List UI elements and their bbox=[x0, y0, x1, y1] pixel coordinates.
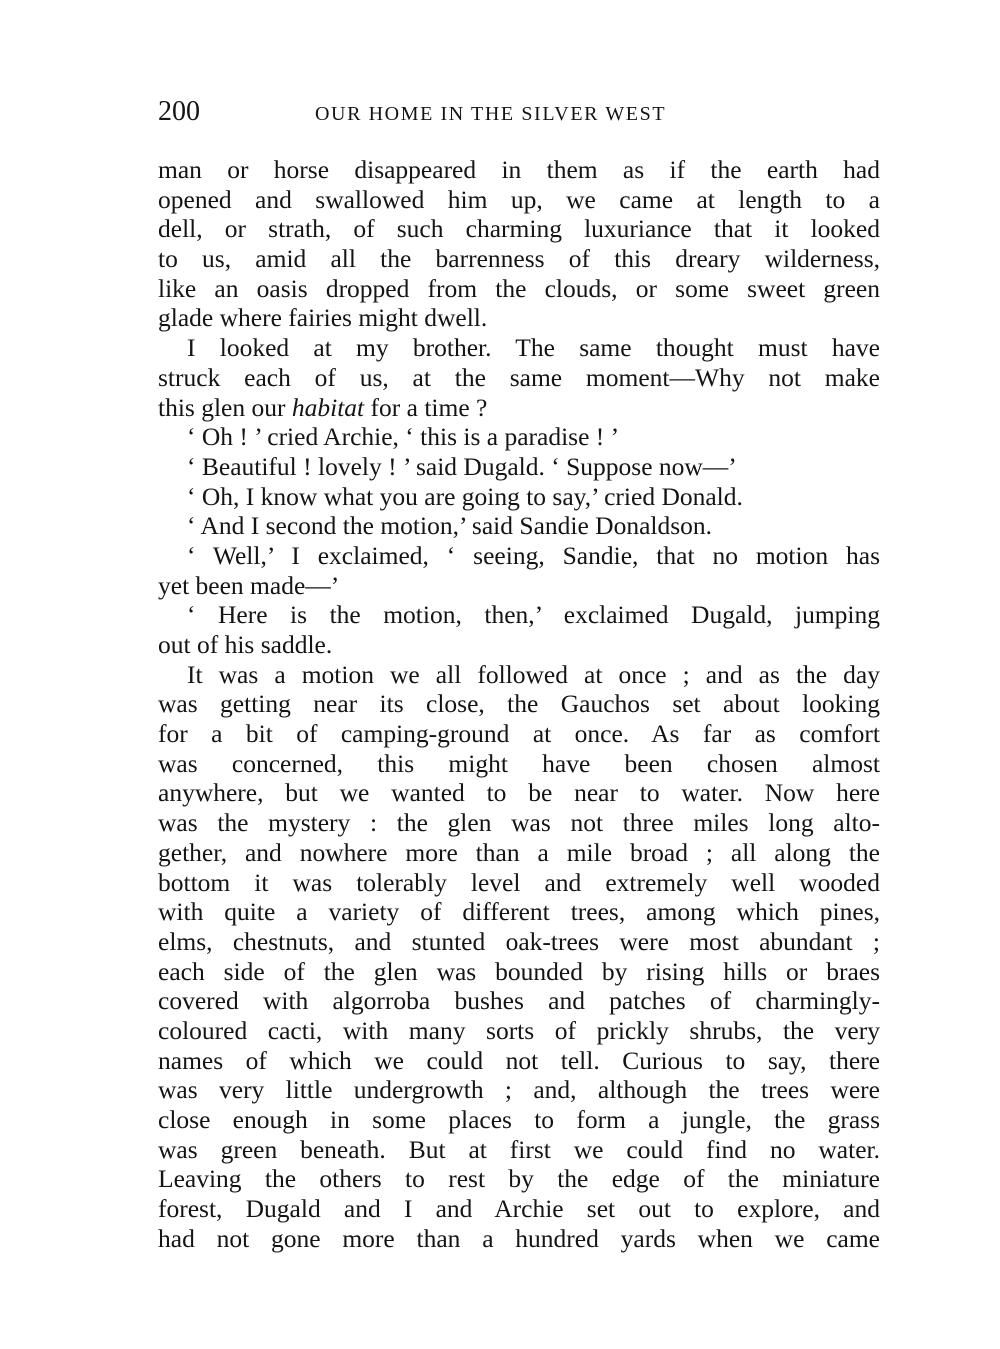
text-line: dell, or strath, of such charming luxuriance that it looked bbox=[158, 214, 880, 244]
text-line: with quite a variety of different trees, among which pines, bbox=[158, 897, 880, 927]
text-line: was green beneath. But at first we could find no water. bbox=[158, 1134, 880, 1164]
text-line: anywhere, but we wanted to be near to water. Now here bbox=[158, 778, 880, 808]
text-line: struck each of us, at the same moment—Why not make bbox=[158, 362, 880, 392]
text-line: was the mystery : the glen was not three miles long alto- bbox=[158, 808, 880, 838]
text-line: ‘ Here is the motion, then,’ exclaimed Dugald, jumping bbox=[187, 600, 880, 630]
text-line: each side of the glen was bounded by rising hills or braes bbox=[158, 956, 880, 986]
text-line: ‘ Oh ! ’ cried Archie, ‘ this is a paradise ! ’ bbox=[187, 422, 620, 452]
text-line: gether, and nowhere more than a mile broad ; all along the bbox=[158, 837, 880, 867]
text-line: was very little undergrowth ; and, although the trees were bbox=[158, 1075, 880, 1105]
running-title: OUR HOME IN THE SILVER WEST bbox=[315, 103, 667, 125]
text-line: ‘ Beautiful ! lovely ! ’ said Dugald. ‘ Suppose now—’ bbox=[187, 451, 737, 481]
page-header bbox=[158, 92, 880, 132]
text-line: covered with algorroba bushes and patches of charmingly- bbox=[158, 986, 880, 1016]
text-line: had not gone more than a hundred yards when we came bbox=[158, 1223, 880, 1253]
text-line: for a bit of camping-ground at once. As far as comfort bbox=[158, 719, 880, 749]
text-line: Leaving the others to rest by the edge of the miniature bbox=[158, 1164, 880, 1194]
text-line: It was a motion we all followed at once ; and as the day bbox=[187, 659, 880, 689]
text-line: out of his saddle. bbox=[158, 630, 333, 659]
text-span: this glen our bbox=[158, 392, 292, 422]
text-line: glade where fairies might dwell. bbox=[158, 303, 488, 333]
text-line: ‘ Oh, I know what you are going to say,’ cried Donald. bbox=[187, 481, 743, 511]
text-line: was concerned, this might have been chosen almost bbox=[158, 748, 880, 778]
text-line: bottom it was tolerably level and extremely well wooded bbox=[158, 867, 880, 897]
text-line: yet been made—’ bbox=[158, 570, 340, 600]
text-line: ‘ Well,’ I exclaimed, ‘ seeing, Sandie, that no motion has bbox=[187, 540, 880, 570]
italic-word: habitat bbox=[291, 392, 365, 422]
text-line: ‘ And I second the motion,’ said Sandie Donaldson. bbox=[187, 511, 713, 541]
text-line: man or horse disappeared in them as if the earth had bbox=[158, 155, 880, 184]
text-line: opened and swallowed him up, we came at length to a bbox=[158, 184, 880, 214]
text-line: coloured cacti, with many sorts of prickly shrubs, the very bbox=[158, 1015, 880, 1045]
text-line: to us, amid all the barrenness of this dreary wilderness, bbox=[158, 244, 880, 274]
text-line: I looked at my brother. The same thought must have bbox=[187, 333, 880, 363]
text-line: forest, Dugald and I and Archie set out to explore, and bbox=[158, 1194, 880, 1224]
text-line: like an oasis dropped from the clouds, or some sweet green bbox=[158, 273, 880, 303]
text-line: was getting near its close, the Gauchos set about looking bbox=[158, 689, 880, 719]
text-line: elms, chestnuts, and stunted oak-trees were most abundant ; bbox=[158, 926, 880, 956]
body-text bbox=[158, 155, 880, 1253]
text-span: for a time ? bbox=[364, 392, 488, 422]
text-line: close enough in some places to form a jungle, the grass bbox=[158, 1105, 880, 1134]
page-number: 200 bbox=[158, 96, 200, 127]
text-line bbox=[158, 393, 880, 423]
text-line: names of which we could not tell. Curious to say, there bbox=[158, 1045, 880, 1075]
